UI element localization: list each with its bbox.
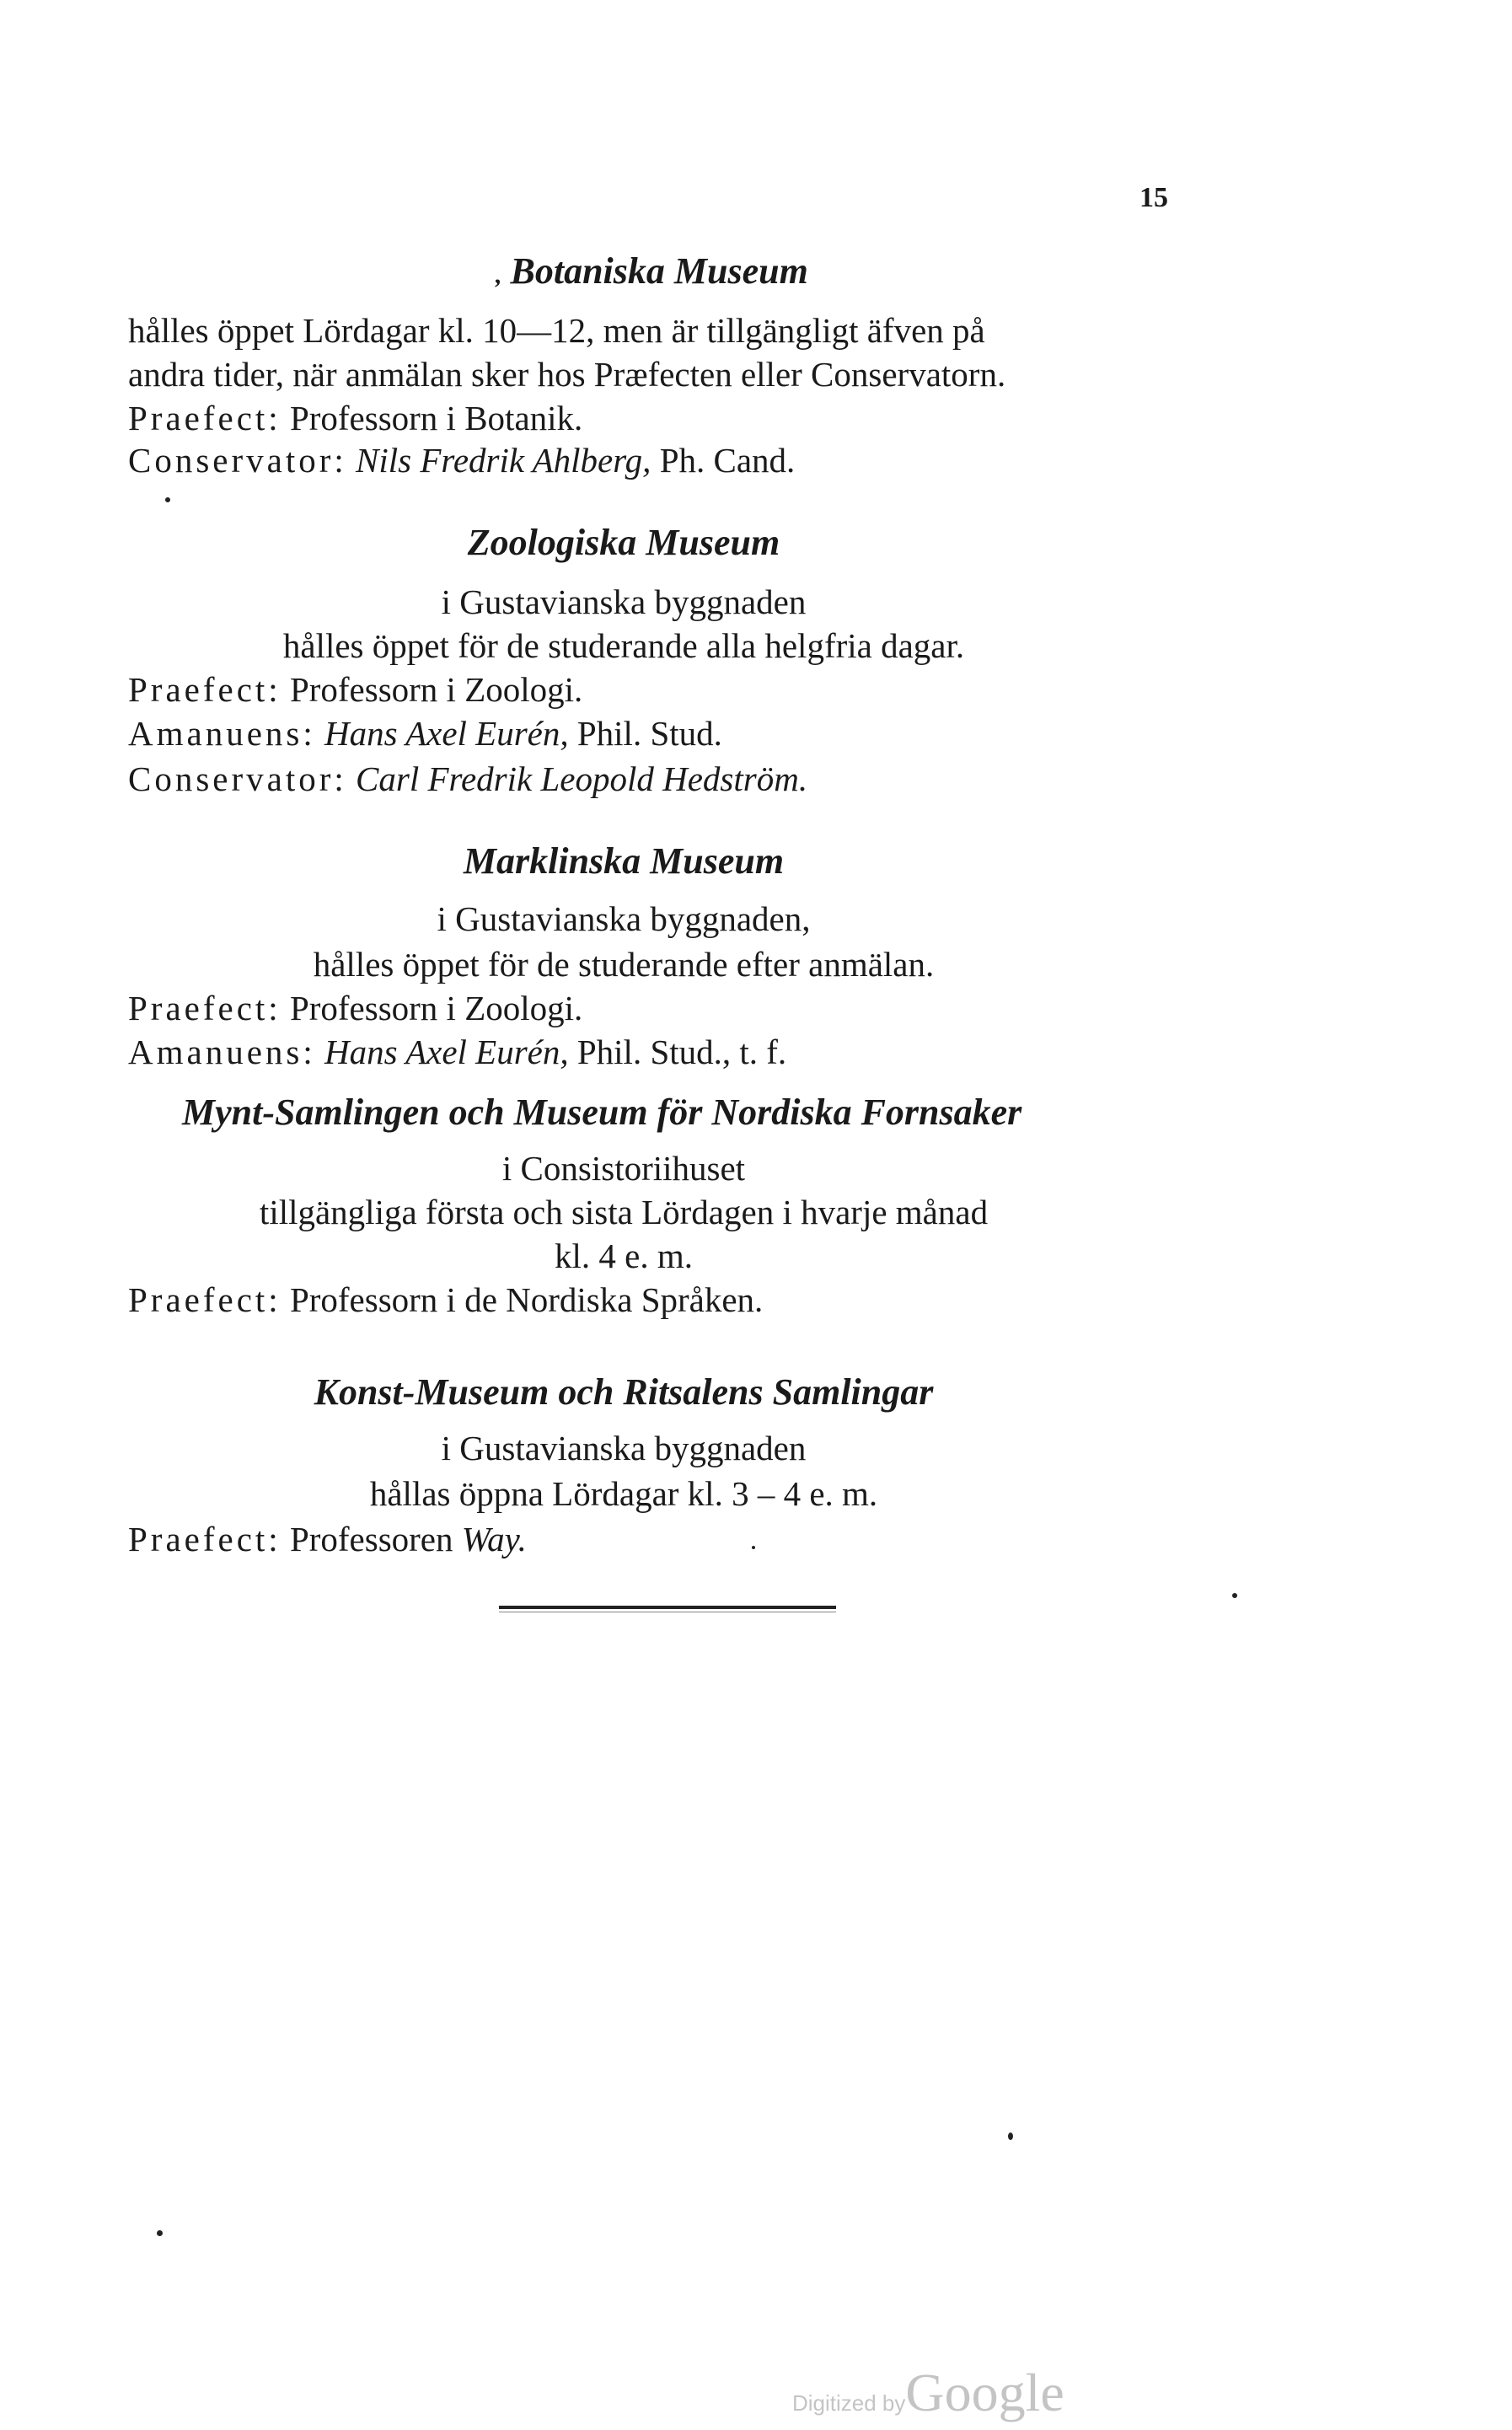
digitized-label: Digitized by (792, 2390, 906, 2416)
marklin-location: i Gustavianska byggnaden, (437, 899, 811, 938)
marklin-heading: Marklinska Museum (463, 840, 785, 882)
amanuens-name: Hans Axel Eurén, (324, 714, 569, 753)
zoological-hours: hålles öppet för de studerande alla helgfria dagar. (282, 626, 965, 665)
botanical-conservator (128, 443, 795, 478)
zoological-location: i Gustavianska byggnaden (441, 582, 807, 621)
praefect-label: Praefect: (128, 1520, 281, 1558)
konst-praefect (128, 1522, 527, 1557)
konst-heading: Konst-Museum och Ritsalens Samlingar (314, 1371, 934, 1413)
botanical-heading-text: Botaniska Museum (510, 250, 808, 292)
scan-speck (1232, 1593, 1237, 1598)
page-number: 15 (1139, 182, 1168, 213)
amanuens-label: Amanuens: (128, 714, 316, 753)
botanical-heading (496, 250, 808, 292)
praefect-name: Way. (461, 1520, 527, 1558)
google-logo: Google (905, 2363, 1064, 2422)
praefect-label: Praefect: (128, 399, 281, 437)
scan-speck (1008, 2132, 1013, 2140)
amanuens-name: Hans Axel Eurén, (324, 1033, 569, 1071)
marklin-praefect (128, 991, 582, 1026)
mynt-location: i Consistoriihuset (501, 1149, 746, 1188)
mynt-time: kl. 4 e. m. (555, 1236, 693, 1275)
praefect-value: Professorn i Zoologi. (289, 670, 583, 709)
zoological-heading: Zoologiska Museum (467, 522, 780, 563)
zoological-amanuens (128, 716, 722, 751)
conservator-title: Ph. Cand. (659, 441, 796, 480)
scan-speck (165, 497, 170, 502)
zoological-praefect (128, 670, 583, 709)
amanuens-label: Amanuens: (128, 1033, 316, 1071)
mynt-hours: tillgängliga första och sista Lördagen i hvarje månad (259, 1193, 989, 1231)
botanical-hours-line-1: hålles öppet Lördagar kl. 10—12, men är tillgängligt äfven på (128, 311, 985, 350)
heading-mark: , (496, 261, 502, 289)
konst-location: i Gustavianska byggnaden (441, 1429, 807, 1467)
conservator-label: Conservator: (128, 441, 347, 480)
mynt-heading: Mynt-Samlingen och Museum för Nordiska Fornsaker (182, 1092, 1022, 1133)
scan-speck (752, 1546, 755, 1549)
botanical-praefect (128, 401, 582, 436)
section-divider (499, 1606, 836, 1609)
mynt-praefect (128, 1280, 764, 1319)
praefect-value: Professoren (289, 1520, 453, 1558)
zoological-conservator (128, 759, 808, 798)
marklin-amanuens (128, 1035, 786, 1070)
conservator-label: Conservator: (128, 759, 347, 798)
scan-speck (157, 2230, 163, 2236)
digitized-watermark (792, 2362, 1064, 2424)
praefect-value: Professorn i de Nordiska Språken. (289, 1280, 764, 1319)
conservator-name: Carl Fredrik Leopold Hedström. (356, 759, 808, 798)
conservator-name: Nils Fredrik Ahlberg, (356, 441, 651, 480)
praefect-value: Professorn i Botanik. (289, 399, 583, 437)
praefect-label: Praefect: (128, 989, 281, 1027)
amanuens-title: Phil. Stud., t. f. (576, 1033, 787, 1071)
amanuens-title: Phil. Stud. (576, 714, 722, 753)
praefect-label: Praefect: (128, 1280, 281, 1319)
konst-hours: hållas öppna Lördagar kl. 3 – 4 e. m. (369, 1474, 878, 1513)
marklin-hours: hålles öppet för de studerande efter anmälan. (313, 945, 935, 984)
botanical-hours-line-2: andra tider, när anmälan sker hos Præfecten eller Conservatorn. (128, 355, 1006, 394)
praefect-value: Professorn i Zoologi. (289, 989, 583, 1027)
praefect-label: Praefect: (128, 670, 281, 709)
